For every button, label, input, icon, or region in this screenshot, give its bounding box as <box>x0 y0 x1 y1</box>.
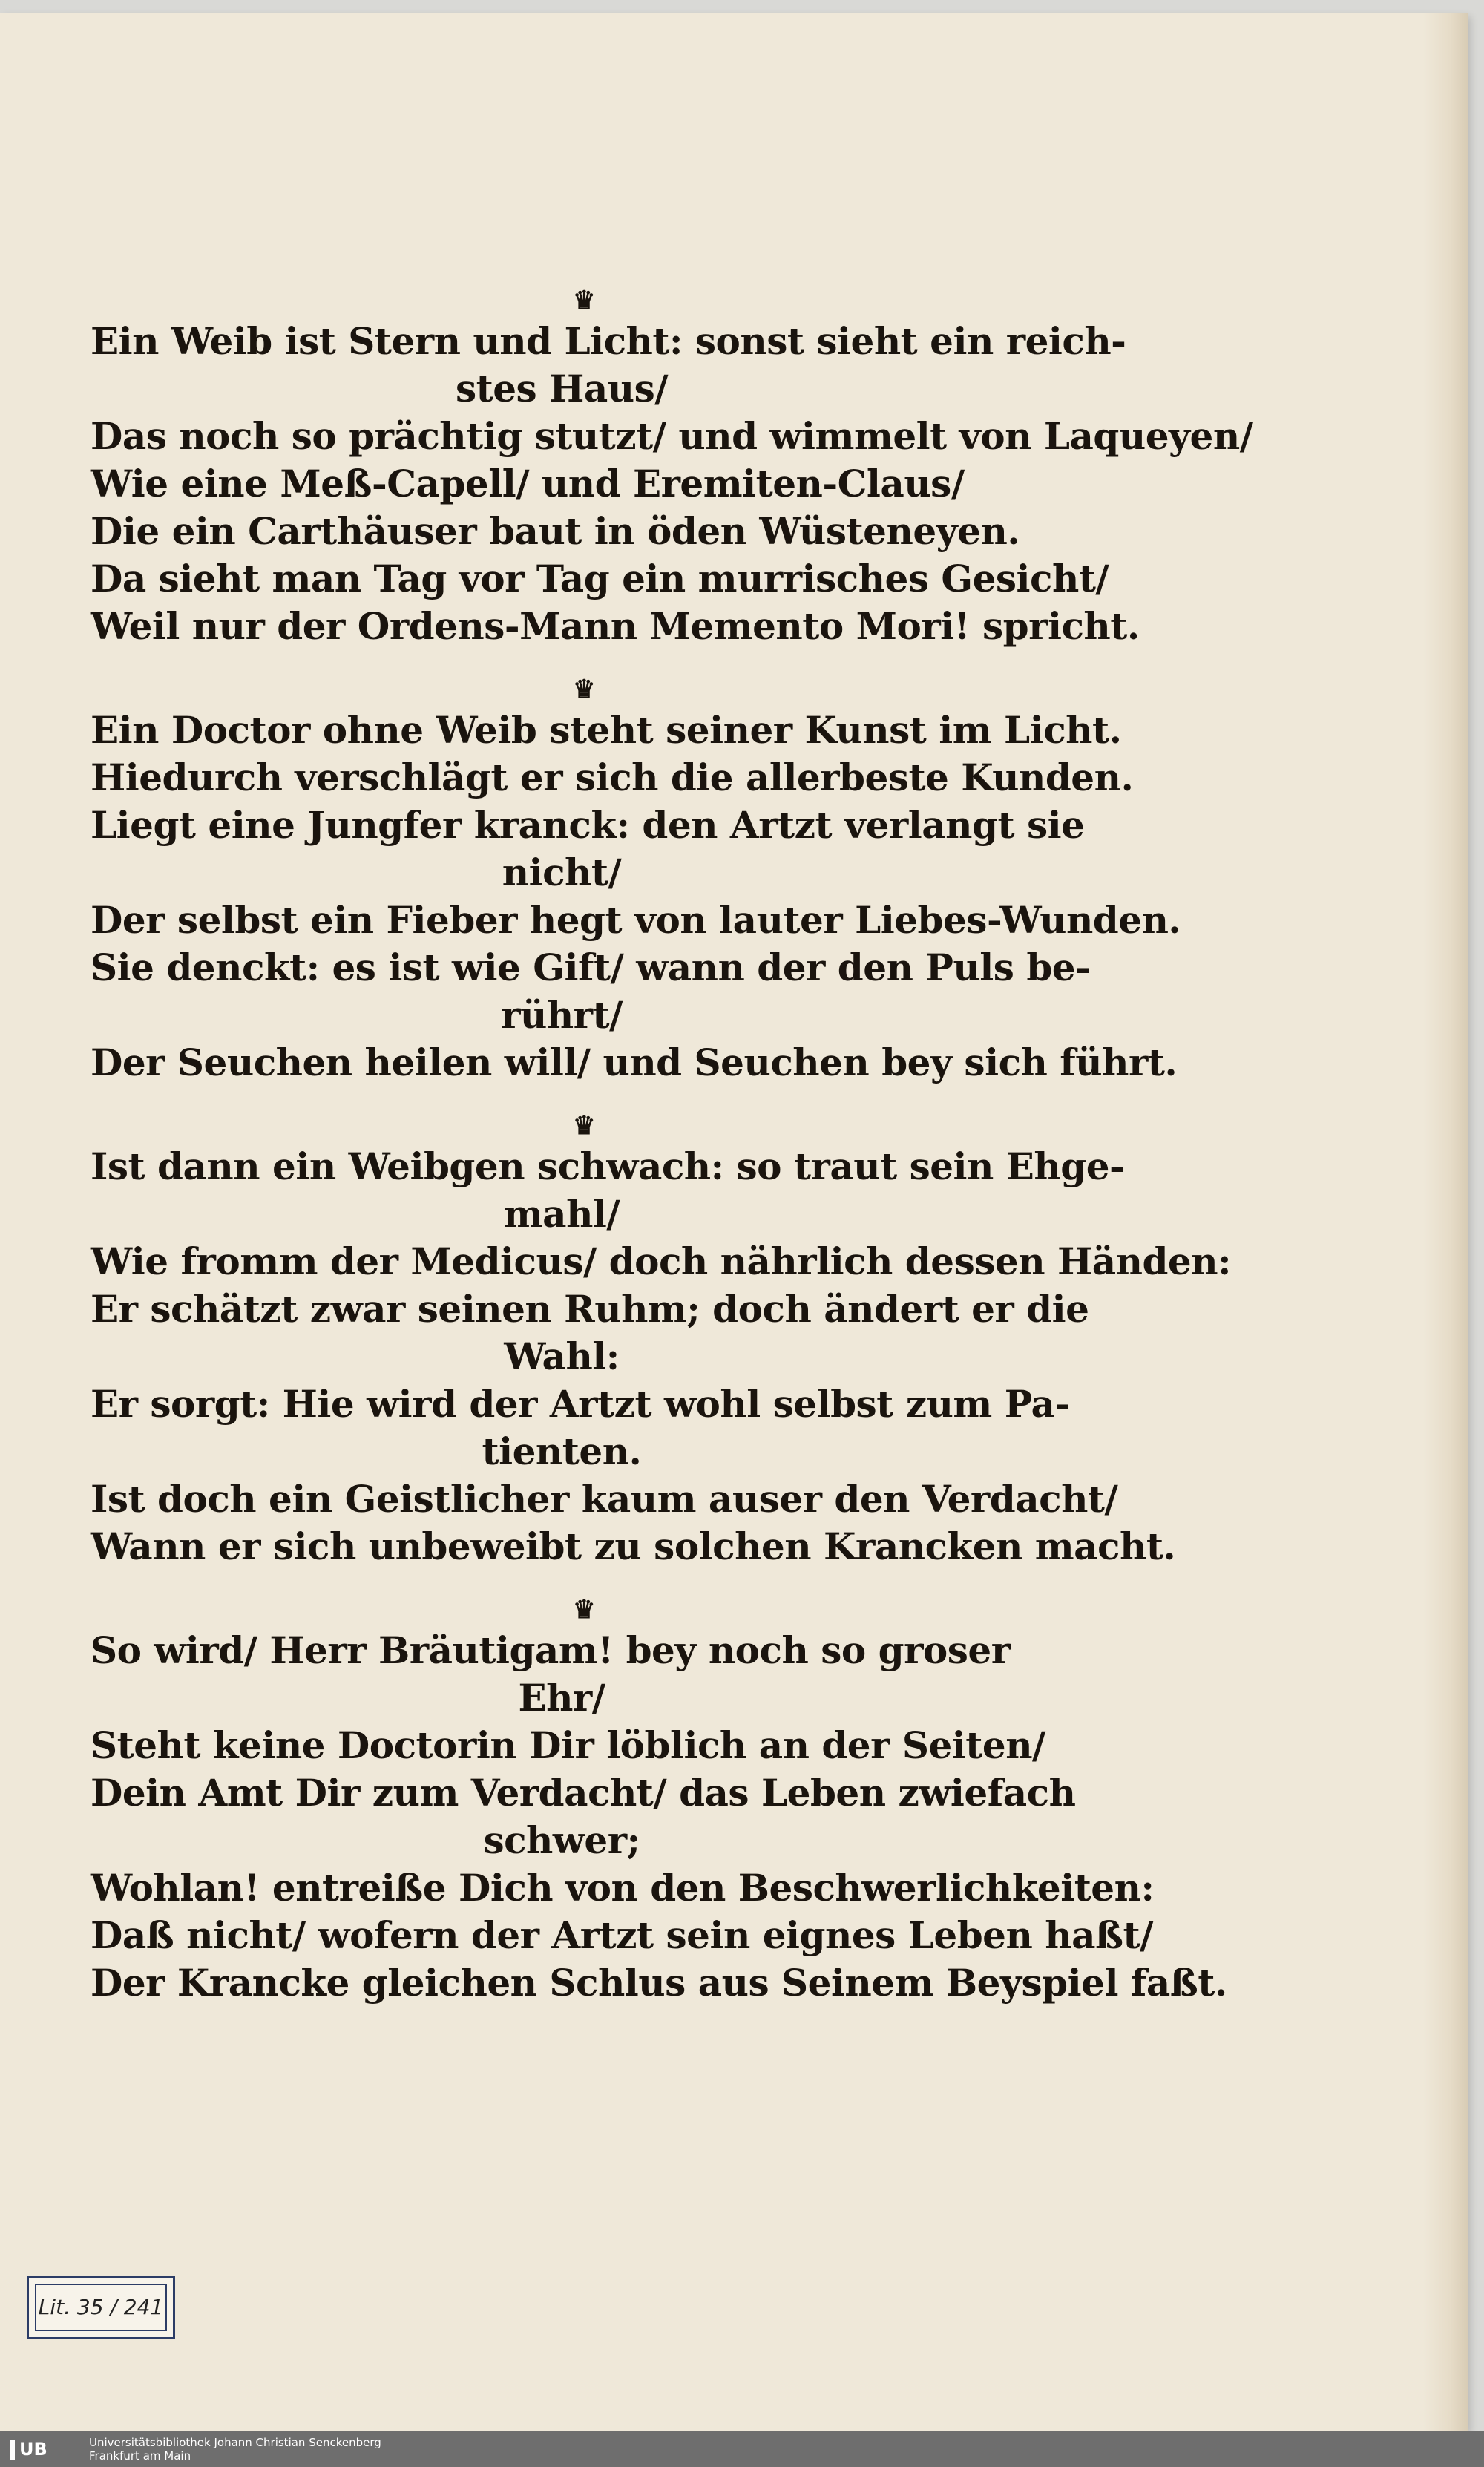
verse-line: Der Seuchen heilen will/ und Seuchen bey sich führt. <box>91 1041 1178 1084</box>
verse-line: Da sieht man Tag vor Tag ein murrisches Gesicht/ <box>91 557 1109 600</box>
stanza <box>91 286 1253 650</box>
verse-line: nicht/ <box>502 851 622 894</box>
document-page <box>0 13 1468 2431</box>
crown-ornament-icon: ♛ <box>573 675 595 704</box>
shelf-mark-text: Lit. 35 / 241 <box>35 2284 167 2331</box>
verse-line: Ehr/ <box>518 1676 605 1720</box>
verse-line: Sie denckt: es ist wie Gift/ wann der den Puls be- <box>91 946 1091 989</box>
verse-line: Ein Doctor ohne Weib steht seiner Kunst im Licht. <box>91 708 1122 752</box>
stanza <box>91 1087 1232 1570</box>
verse-line: Wahl: <box>504 1334 620 1378</box>
verse-line: So wird/ Herr Bräutigam! bey noch so groser <box>91 1628 1011 1672</box>
page-edge <box>1423 13 1468 2431</box>
crown-ornament-icon: ♛ <box>573 1595 595 1625</box>
ub-logo-text: UB <box>19 2439 47 2460</box>
footer-city: Frankfurt am Main <box>89 2449 191 2463</box>
verse-line: Steht keine Doctorin Dir löblich an der Seiten/ <box>91 1723 1045 1767</box>
crown-ornament-icon: ♛ <box>573 286 595 315</box>
footer-bar <box>0 2431 1484 2467</box>
stanza <box>91 650 1181 1087</box>
verse-line: Die ein Carthäuser baut in öden Wüsteneyen. <box>91 509 1020 553</box>
verse-line: tienten. <box>482 1429 642 1473</box>
verse-line: Liegt eine Jungfer kranck: den Artzt verlangt sie <box>91 803 1085 847</box>
verse-line: Dein Amt Dir zum Verdacht/ das Leben zwiefach <box>91 1771 1076 1815</box>
verse-line: Er schätzt zwar seinen Ruhm; doch ändert er die <box>91 1287 1089 1331</box>
verse-line: Ist dann ein Weibgen schwach: so traut sein Ehge- <box>91 1144 1125 1188</box>
verse-line: Er sorgt: Hie wird der Artzt wohl selbst zum Pa- <box>91 1382 1070 1426</box>
verse-line: schwer; <box>483 1818 640 1862</box>
verse-line: Wohlan! entreiße Dich von den Beschwerlichkeiten: <box>91 1866 1155 1910</box>
verse-line: stes Haus/ <box>455 367 668 410</box>
verse-line: Wann er sich unbeweibt zu solchen Krancken macht. <box>91 1524 1176 1568</box>
verse-line: Das noch so prächtig stutzt/ und wimmelt von Laqueyen/ <box>91 414 1253 458</box>
verse-line: Ist doch ein Geistlicher kaum auser den Verdacht/ <box>91 1477 1118 1521</box>
shelf-mark-label <box>27 2276 175 2339</box>
verse-line: Wie eine Meß-Capell/ und Eremiten-Claus/ <box>91 462 965 505</box>
verse-line: mahl/ <box>503 1192 620 1236</box>
footer-institution-name: Universitätsbibliothek Johann Christian Senckenberg <box>89 2436 381 2449</box>
verse-line: Wie fromm der Medicus/ doch nährlich dessen Händen: <box>91 1239 1232 1283</box>
verse-line: Daß nicht/ wofern der Artzt sein eignes Leben haßt/ <box>91 1913 1153 1957</box>
verse-line: Ein Weib ist Stern und Licht: sonst sieht ein reich- <box>91 319 1126 363</box>
verse-line: Weil nur der Ordens-Mann Memento Mori! spricht. <box>91 604 1140 648</box>
verse-line: Hiedurch verschlägt er sich die allerbeste Kunden. <box>91 756 1134 799</box>
ub-logo-icon <box>10 2437 47 2461</box>
crown-ornament-icon: ♛ <box>573 1111 595 1141</box>
verse-line: rührt/ <box>501 993 623 1037</box>
footer-institution <box>89 2436 381 2463</box>
verse-line: Der selbst ein Fieber hegt von lauter Liebes-Wunden. <box>91 898 1181 942</box>
stanza <box>91 1570 1227 2007</box>
verse-line: Der Krancke gleichen Schlus aus Seinem Beyspiel faßt. <box>91 1961 1227 2005</box>
poem-text <box>91 286 1253 2007</box>
